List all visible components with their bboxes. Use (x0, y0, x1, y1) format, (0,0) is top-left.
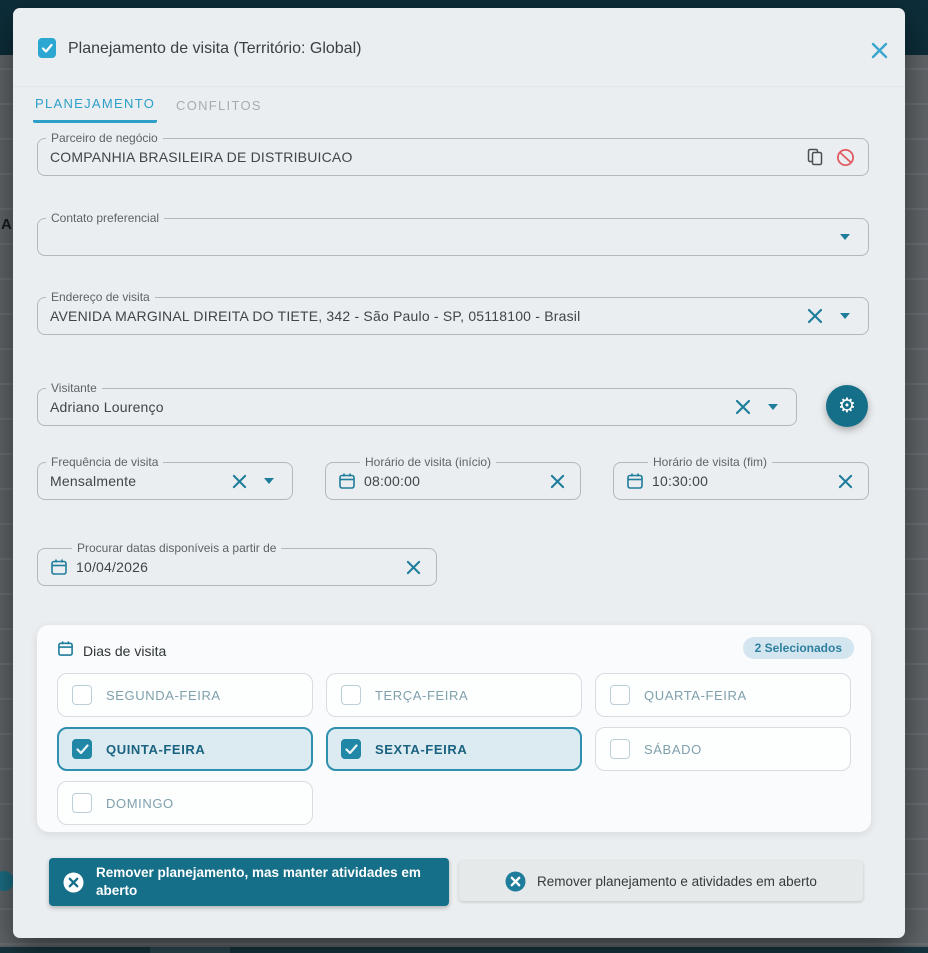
gear-icon: ⚙ (838, 395, 856, 417)
calendar-icon (50, 558, 68, 576)
visit-planning-dialog (13, 8, 905, 938)
background-bottom-bar (0, 947, 928, 953)
checkbox-icon (610, 739, 630, 759)
checkbox-icon (610, 685, 630, 705)
visit-days-header (57, 640, 166, 662)
visitor-field[interactable] (37, 381, 797, 426)
clear-icon[interactable] (228, 470, 250, 492)
day-label: QUINTA-FEIRA (106, 741, 206, 757)
clear-icon[interactable] (732, 396, 754, 418)
checkbox-icon (72, 685, 92, 705)
checkbox-icon (341, 739, 361, 759)
background-bottom-bar-segment (150, 947, 230, 953)
chevron-down-icon[interactable] (258, 470, 280, 492)
day-card-sexta[interactable] (326, 727, 582, 771)
visit-days-title: Dias de visita (83, 643, 167, 659)
field-label: Frequência de visita (46, 455, 163, 469)
chevron-down-icon[interactable] (762, 396, 784, 418)
calendar-icon (626, 472, 644, 490)
business-partner-field[interactable] (37, 131, 869, 176)
visit-address-value: AVENIDA MARGINAL DIREITA DO TIETE, 342 - São Paulo - SP, 05118100 - Brasil (50, 308, 581, 324)
checkbox-icon (72, 739, 92, 759)
background-fab-dot (0, 871, 14, 891)
remove-planning-keep-activities-button[interactable] (49, 858, 449, 906)
day-card-quinta[interactable] (57, 727, 313, 771)
search-dates-from-value: 10/04/2026 (76, 559, 149, 575)
day-label: SEXTA-FEIRA (375, 741, 468, 757)
visit-time-start-value: 08:00:00 (364, 473, 421, 489)
calendar-icon (338, 472, 356, 490)
day-label: QUARTA-FEIRA (644, 687, 747, 703)
day-label: TERÇA-FEIRA (375, 687, 469, 703)
dialog-title: Planejamento de visita (Território: Global) (68, 40, 362, 57)
visit-time-end-field[interactable] (613, 455, 869, 500)
visit-time-start-field[interactable] (325, 455, 581, 500)
copy-icon[interactable] (804, 146, 826, 168)
clear-icon[interactable] (402, 556, 424, 578)
dialog-header (13, 8, 905, 86)
field-label: Horário de visita (fim) (648, 455, 772, 469)
visit-address-field[interactable] (37, 290, 869, 335)
checkbox-icon (72, 793, 92, 813)
field-label: Visitante (46, 381, 102, 395)
day-card-segunda[interactable] (57, 673, 313, 717)
visit-days-grid (57, 673, 851, 825)
field-label: Horário de visita (início) (360, 455, 496, 469)
visit-time-end-value: 10:30:00 (652, 473, 709, 489)
preferred-contact-field[interactable] (37, 211, 869, 256)
button-label: Remover planejamento, mas manter atividades em aberto (96, 865, 421, 898)
tab-planejamento[interactable]: PLANEJAMENTO (33, 87, 157, 123)
remove-planning-and-activities-button[interactable] (459, 861, 863, 901)
visit-frequency-value: Mensalmente (50, 473, 137, 489)
task-document-icon (36, 37, 58, 59)
field-label: Parceiro de negócio (46, 131, 163, 145)
visitor-value: Adriano Lourenço (50, 399, 164, 415)
selected-count-badge: 2 Selecionados (743, 637, 854, 659)
field-label: Procurar datas disponíveis a partir de (72, 541, 281, 555)
calendar-icon (57, 640, 74, 662)
visitor-settings-button[interactable] (826, 385, 868, 427)
day-card-domingo[interactable] (57, 781, 313, 825)
cancel-circle-icon (63, 872, 84, 893)
visit-frequency-field[interactable] (37, 455, 293, 500)
day-card-quarta[interactable] (595, 673, 851, 717)
field-label: Contato preferencial (46, 211, 164, 225)
day-label: DOMINGO (106, 795, 174, 811)
day-label: SEGUNDA-FEIRA (106, 687, 221, 703)
checkbox-icon (341, 685, 361, 705)
clear-icon[interactable] (834, 470, 856, 492)
background-text-fragment: A (1, 216, 12, 233)
cancel-circle-icon (505, 871, 526, 892)
day-card-sabado[interactable] (595, 727, 851, 771)
chevron-down-icon[interactable] (834, 305, 856, 327)
blocked-icon[interactable] (834, 146, 856, 168)
visit-days-panel (37, 625, 871, 832)
chevron-down-icon[interactable] (834, 226, 856, 248)
field-label: Endereço de visita (46, 290, 155, 304)
dialog-tabs (13, 86, 905, 126)
business-partner-value: COMPANHIA BRASILEIRA DE DISTRIBUICAO (50, 149, 353, 165)
day-label: SÁBADO (644, 741, 702, 757)
button-label: Remover planejamento e atividades em aberto (537, 873, 817, 889)
close-icon[interactable] (865, 36, 893, 64)
day-card-terca[interactable] (326, 673, 582, 717)
tab-conflitos[interactable]: CONFLITOS (176, 87, 262, 123)
clear-icon[interactable] (804, 305, 826, 327)
clear-icon[interactable] (546, 470, 568, 492)
search-dates-from-field[interactable] (37, 541, 437, 586)
